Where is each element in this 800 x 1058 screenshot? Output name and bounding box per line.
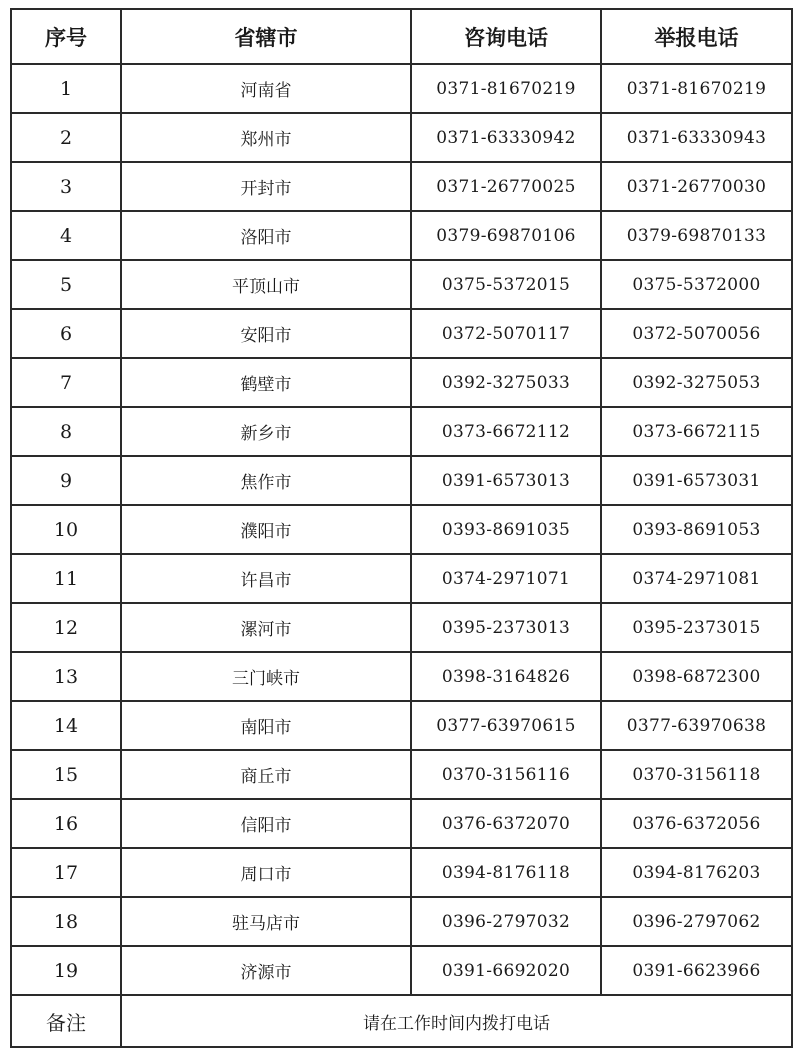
row-city: 开封市 xyxy=(121,162,411,211)
row-city: 商丘市 xyxy=(121,750,411,799)
row-report-phone: 0370-3156118 xyxy=(601,750,792,799)
row-city: 新乡市 xyxy=(121,407,411,456)
row-index: 5 xyxy=(11,260,121,309)
row-report-phone: 0394-8176203 xyxy=(601,848,792,897)
row-index: 8 xyxy=(11,407,121,456)
row-city: 平顶山市 xyxy=(121,260,411,309)
row-index: 4 xyxy=(11,211,121,260)
row-index: 6 xyxy=(11,309,121,358)
row-city: 周口市 xyxy=(121,848,411,897)
row-consult-phone: 0377-63970615 xyxy=(411,701,601,750)
row-consult-phone: 0371-26770025 xyxy=(411,162,601,211)
row-consult-phone: 0392-3275033 xyxy=(411,358,601,407)
header-consult-phone: 咨询电话 xyxy=(411,9,601,64)
row-index: 19 xyxy=(11,946,121,995)
row-city: 信阳市 xyxy=(121,799,411,848)
row-report-phone: 0379-69870133 xyxy=(601,211,792,260)
row-city: 漯河市 xyxy=(121,603,411,652)
row-city: 安阳市 xyxy=(121,309,411,358)
row-index: 12 xyxy=(11,603,121,652)
row-consult-phone: 0371-81670219 xyxy=(411,64,601,113)
table-row xyxy=(11,652,792,701)
table-row xyxy=(11,701,792,750)
table-row xyxy=(11,309,792,358)
row-consult-phone: 0376-6372070 xyxy=(411,799,601,848)
row-city: 洛阳市 xyxy=(121,211,411,260)
row-city: 三门峡市 xyxy=(121,652,411,701)
table-row xyxy=(11,64,792,113)
row-index: 17 xyxy=(11,848,121,897)
row-consult-phone: 0374-2971071 xyxy=(411,554,601,603)
row-consult-phone: 0395-2373013 xyxy=(411,603,601,652)
row-consult-phone: 0375-5372015 xyxy=(411,260,601,309)
row-city: 河南省 xyxy=(121,64,411,113)
note-label: 备注 xyxy=(11,995,121,1047)
table-row xyxy=(11,603,792,652)
table-row xyxy=(11,113,792,162)
row-city: 郑州市 xyxy=(121,113,411,162)
row-city: 焦作市 xyxy=(121,456,411,505)
row-consult-phone: 0398-3164826 xyxy=(411,652,601,701)
row-report-phone: 0371-26770030 xyxy=(601,162,792,211)
row-city: 鹤壁市 xyxy=(121,358,411,407)
table-row xyxy=(11,554,792,603)
table-row xyxy=(11,946,792,995)
row-report-phone: 0392-3275053 xyxy=(601,358,792,407)
row-consult-phone: 0372-5070117 xyxy=(411,309,601,358)
table-row xyxy=(11,897,792,946)
row-city: 许昌市 xyxy=(121,554,411,603)
header-city: 省辖市 xyxy=(121,9,411,64)
row-city: 驻马店市 xyxy=(121,897,411,946)
row-index: 2 xyxy=(11,113,121,162)
row-report-phone: 0395-2373015 xyxy=(601,603,792,652)
header-row xyxy=(11,9,792,64)
header-index: 序号 xyxy=(11,9,121,64)
table-row xyxy=(11,162,792,211)
row-consult-phone: 0391-6692020 xyxy=(411,946,601,995)
table-body xyxy=(11,64,792,995)
row-report-phone: 0374-2971081 xyxy=(601,554,792,603)
row-consult-phone: 0393-8691035 xyxy=(411,505,601,554)
row-index: 11 xyxy=(11,554,121,603)
row-consult-phone: 0373-6672112 xyxy=(411,407,601,456)
table-row xyxy=(11,750,792,799)
row-report-phone: 0393-8691053 xyxy=(601,505,792,554)
row-index: 1 xyxy=(11,64,121,113)
row-report-phone: 0377-63970638 xyxy=(601,701,792,750)
row-consult-phone: 0379-69870106 xyxy=(411,211,601,260)
row-consult-phone: 0371-63330942 xyxy=(411,113,601,162)
note-row xyxy=(11,995,792,1047)
row-report-phone: 0375-5372000 xyxy=(601,260,792,309)
table-row xyxy=(11,407,792,456)
row-report-phone: 0396-2797062 xyxy=(601,897,792,946)
header-report-phone: 举报电话 xyxy=(601,9,792,64)
row-consult-phone: 0394-8176118 xyxy=(411,848,601,897)
row-index: 14 xyxy=(11,701,121,750)
row-report-phone: 0398-6872300 xyxy=(601,652,792,701)
row-report-phone: 0376-6372056 xyxy=(601,799,792,848)
table-row xyxy=(11,358,792,407)
row-index: 18 xyxy=(11,897,121,946)
row-city: 济源市 xyxy=(121,946,411,995)
row-report-phone: 0372-5070056 xyxy=(601,309,792,358)
table-footer xyxy=(11,995,792,1047)
row-index: 9 xyxy=(11,456,121,505)
row-report-phone: 0371-63330943 xyxy=(601,113,792,162)
hotline-table xyxy=(10,8,793,1048)
row-city: 濮阳市 xyxy=(121,505,411,554)
row-index: 10 xyxy=(11,505,121,554)
row-index: 16 xyxy=(11,799,121,848)
row-index: 3 xyxy=(11,162,121,211)
table-row xyxy=(11,505,792,554)
table-row xyxy=(11,456,792,505)
table-header xyxy=(11,9,792,64)
note-text: 请在工作时间内拨打电话 xyxy=(121,995,792,1047)
row-consult-phone: 0391-6573013 xyxy=(411,456,601,505)
row-city: 南阳市 xyxy=(121,701,411,750)
row-index: 7 xyxy=(11,358,121,407)
row-consult-phone: 0396-2797032 xyxy=(411,897,601,946)
row-report-phone: 0391-6623966 xyxy=(601,946,792,995)
row-consult-phone: 0370-3156116 xyxy=(411,750,601,799)
row-report-phone: 0371-81670219 xyxy=(601,64,792,113)
row-report-phone: 0391-6573031 xyxy=(601,456,792,505)
row-index: 15 xyxy=(11,750,121,799)
table-row xyxy=(11,211,792,260)
table-row xyxy=(11,260,792,309)
row-report-phone: 0373-6672115 xyxy=(601,407,792,456)
table-row xyxy=(11,799,792,848)
table-row xyxy=(11,848,792,897)
row-index: 13 xyxy=(11,652,121,701)
